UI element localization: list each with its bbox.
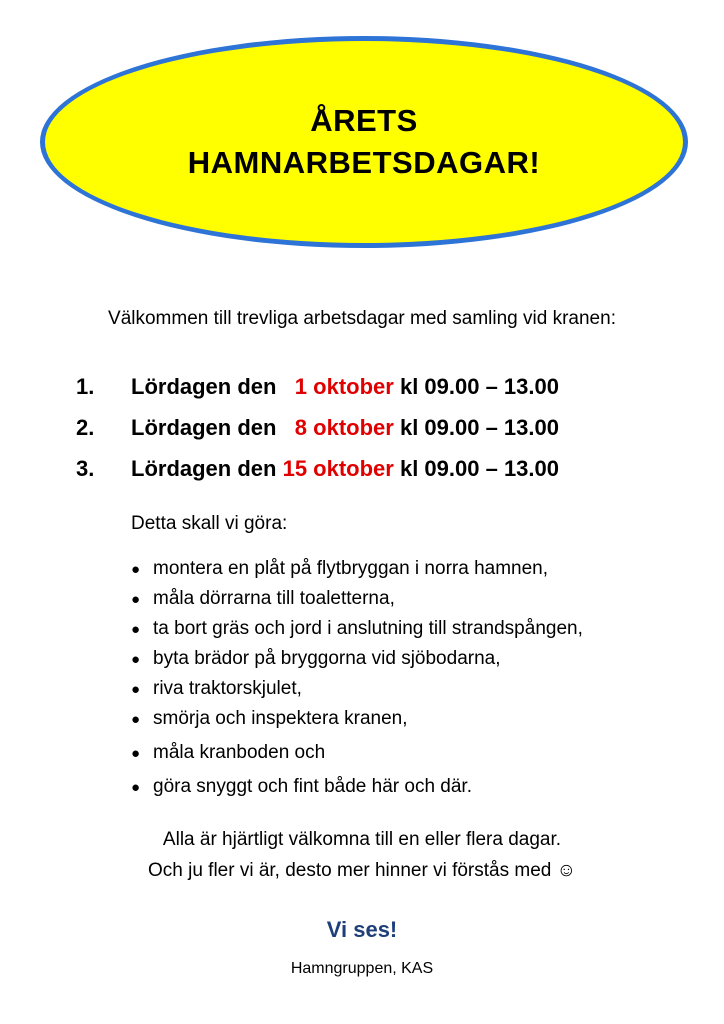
- page-title: [40, 36, 688, 248]
- task-text: måla kranboden och: [153, 742, 326, 763]
- task-text: smörja och inspektera kranen,: [153, 708, 408, 729]
- task-text: måla dörrarna till toaletterna,: [153, 588, 395, 609]
- bullet-icon: ●: [131, 745, 141, 762]
- task-item: [131, 738, 583, 768]
- date-prefix: Lördagen den: [131, 415, 277, 440]
- date-item: [76, 407, 559, 448]
- closing-line-1: Alla är hjärtligt välkomna till en eller flera dagar.: [162, 829, 562, 850]
- date-list: [76, 366, 559, 489]
- date-prefix: Lördagen den: [131, 456, 277, 481]
- date-number: 2.: [76, 415, 95, 440]
- task-text: göra snyggt och fint både här och där.: [153, 776, 472, 797]
- bullet-icon: ●: [131, 681, 141, 698]
- date-item: [76, 366, 559, 407]
- task-text: montera en plåt på flytbryggan i norra hamnen,: [153, 558, 549, 579]
- task-item: [131, 704, 583, 734]
- bullet-icon: ●: [131, 621, 141, 638]
- bullet-icon: ●: [131, 591, 141, 608]
- date-number: 1.: [76, 374, 95, 399]
- date-number: 3.: [76, 456, 95, 481]
- task-text: riva traktorskjulet,: [153, 678, 302, 699]
- date-value: 1 oktober: [294, 374, 394, 399]
- task-list: [131, 554, 583, 802]
- bullet-icon: ●: [131, 651, 141, 668]
- task-item: [131, 554, 583, 584]
- signature: Hamngruppen, KAS: [290, 960, 434, 977]
- date-time: kl 09.00 – 13.00: [399, 456, 559, 481]
- date-time: kl 09.00 – 13.00: [399, 415, 559, 440]
- task-item: [131, 674, 583, 704]
- date-prefix: Lördagen den: [131, 374, 277, 399]
- bullet-icon: ●: [131, 561, 141, 578]
- title-line-1: ÅRETS: [310, 103, 418, 138]
- date-value: 15 oktober: [282, 456, 394, 481]
- signoff: Vi ses!: [326, 917, 398, 942]
- bullet-icon: ●: [131, 711, 141, 728]
- task-item: [131, 644, 583, 674]
- closing-line-2: Och ju fler vi är, desto mer hinner vi förstås med ☺: [147, 860, 577, 881]
- task-item: [131, 584, 583, 614]
- task-text: ta bort gräs och jord i anslutning till strandspången,: [153, 618, 583, 639]
- title-line-2: HAMNARBETSDAGAR!: [187, 145, 541, 180]
- closing-text: [0, 824, 724, 886]
- task-text: byta brädor på bryggorna vid sjöbodarna,: [153, 648, 501, 669]
- task-item: [131, 614, 583, 644]
- date-item: [76, 448, 559, 489]
- task-item: [131, 772, 583, 802]
- intro-text: Välkommen till trevliga arbetsdagar med samling vid kranen:: [108, 308, 616, 329]
- date-time: kl 09.00 – 13.00: [399, 374, 559, 399]
- todo-heading: Detta skall vi göra:: [131, 513, 288, 534]
- bullet-icon: ●: [131, 779, 141, 796]
- date-value: 8 oktober: [294, 415, 394, 440]
